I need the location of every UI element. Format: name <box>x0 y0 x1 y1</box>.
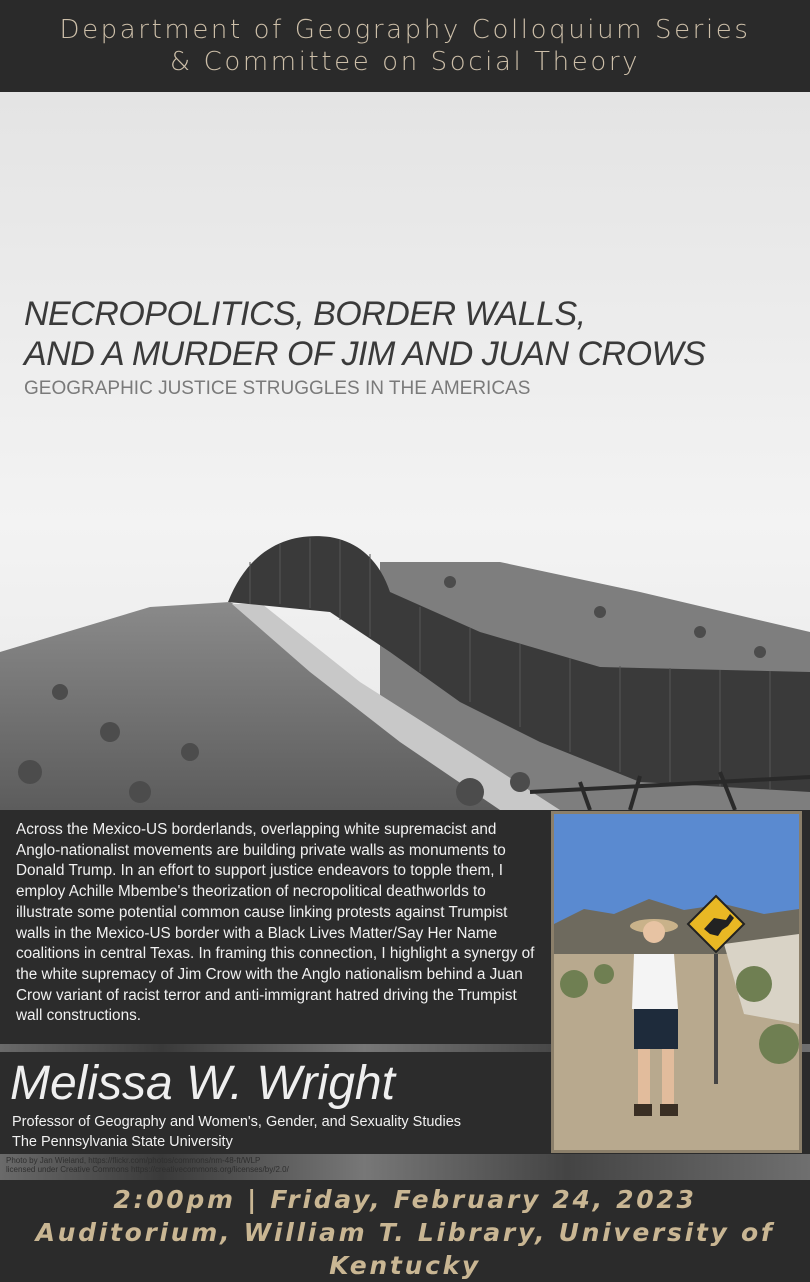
speaker-position: Professor of Geography and Women's, Gender, and Sexuality Studies <box>12 1114 462 1130</box>
speaker-name: Melissa W. Wright <box>10 1057 395 1110</box>
speaker-credentials <box>12 1112 461 1152</box>
talk-subtitle: GEOGRAPHIC JUSTICE STRUGGLES IN THE AMERICAS <box>24 378 531 399</box>
border-wall-photo <box>0 92 810 810</box>
event-time-date: 2:00pm | Friday, February 24, 2023 <box>113 1185 697 1214</box>
abstract-text: Across the Mexico-US borderlands, overlapping white supremacist and Anglo-nationalist movements are building private walls as monuments to Donald Trump. In an effort to support justice endeavors to topple them, I employ Achille Mbembe's theorization of necropolitical deathworlds to illustrate some potential common cause linking protests against Trumpist walls in the Mexico-US border with a Black Lives Matter/Say Her Name coalitions in central Texas. In framing this connection, I highlight a synergy of the white supremacy of Jim Crow with the Anglo nationalism behind a Juan Crow variant of racist terror and anti-immigrant hatred driving the Trumpist wall constructions. <box>16 821 535 1025</box>
header-banner <box>0 0 810 92</box>
speaker-photo-illustration <box>554 814 799 1150</box>
event-details <box>0 1180 810 1280</box>
event-location: Auditorium, William T. Library, University of Kentucky <box>35 1218 775 1280</box>
series-name: Department of Geography Colloquium Series <box>59 15 751 45</box>
border-wall-illustration <box>0 92 810 810</box>
photo-credit-line-2: licensed under Creative Commons https://creativecommons.org/licenses/by/2.0/ <box>6 1165 289 1174</box>
title-line-1: NECROPOLITICS, BORDER WALLS, <box>24 295 586 333</box>
photo-credit-line-1: Photo by Jan Wieland, https://flickr.com/photos/commons/nm-48-ft/WLP <box>6 1156 261 1165</box>
title-line-2: AND A MURDER OF JIM AND JUAN CROWS <box>24 335 706 373</box>
speaker-photo <box>551 811 802 1153</box>
speaker-affiliation: The Pennsylvania State University <box>12 1134 233 1150</box>
committee-name: & Committee on Social Theory <box>169 47 641 77</box>
photo-credit <box>6 1156 336 1174</box>
talk-title <box>24 294 794 374</box>
